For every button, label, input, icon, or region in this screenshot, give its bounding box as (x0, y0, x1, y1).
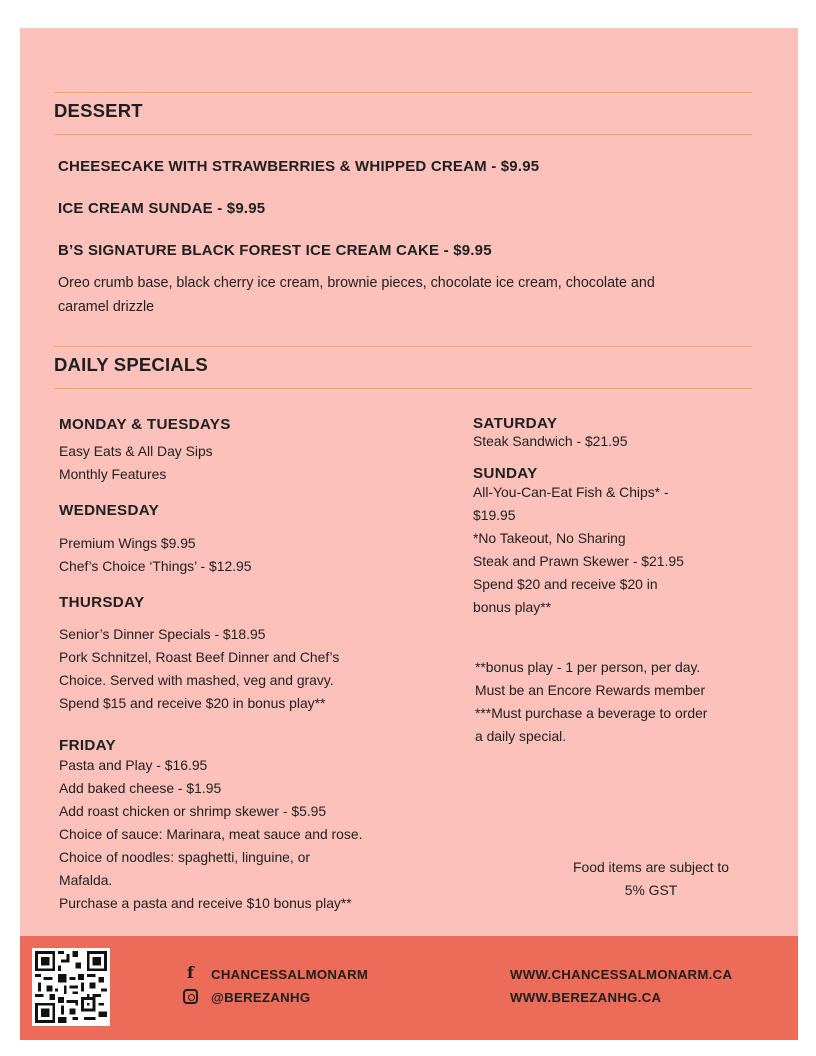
footer-bar (20, 936, 798, 1040)
instagram-handle[interactable]: @BEREZANHG (211, 990, 311, 1005)
dessert-item-title: CHEESECAKE WITH STRAWBERRIES & WHIPPED CREAM - $9.95 (58, 158, 540, 175)
special-line: Premium Wings $9.95 (59, 535, 196, 551)
special-line: $19.95 (473, 507, 516, 523)
dessert-item-description (58, 271, 758, 319)
special-line: Easy Eats & All Day Sips (59, 443, 213, 459)
instagram-icon[interactable] (183, 989, 198, 1004)
special-line: Add roast chicken or shrimp skewer - $5.95 (59, 803, 327, 819)
note-line: a daily special. (475, 728, 567, 744)
saturday-lines (473, 430, 627, 453)
special-line: Choice of sauce: Marinara, meat sauce and rose. (59, 826, 363, 842)
special-line: Purchase a pasta and receive $10 bonus play** (59, 895, 352, 911)
special-line: Monthly Features (59, 466, 167, 482)
special-line: Spend $15 and receive $20 in bonus play** (59, 695, 326, 711)
special-line: Senior’s Dinner Specials - $18.95 (59, 626, 266, 642)
website-link-berezan[interactable]: WWW.BEREZANHG.CA (510, 990, 662, 1005)
special-line: Choice. Served with mashed, veg and gravy. (59, 672, 334, 688)
note-line: Must be an Encore Rewards member (475, 682, 706, 698)
divider (54, 92, 752, 93)
special-line: Choice of noodles: spaghetti, linguine, or (59, 849, 310, 865)
website-link-chances[interactable]: WWW.CHANCESSALMONARM.CA (510, 967, 733, 982)
friday-lines (59, 754, 362, 915)
description-line: caramel drizzle (58, 299, 155, 315)
divider (54, 346, 752, 347)
special-line: Pasta and Play - $16.95 (59, 757, 208, 773)
gst-line: 5% GST (624, 882, 678, 898)
note-line: ***Must purchase a beverage to order (475, 705, 708, 721)
dessert-item-title: ICE CREAM SUNDAE - $9.95 (58, 200, 266, 217)
sunday-title: SUNDAY (473, 465, 538, 482)
special-line: Add baked cheese - $1.95 (59, 780, 222, 796)
facebook-handle[interactable]: CHANCESSALMONARM (211, 967, 369, 982)
dessert-heading: DESSERT (54, 100, 143, 121)
note-line: **bonus play - 1 per person, per day. (475, 659, 701, 675)
monday-tuesday-lines (59, 440, 213, 486)
qr-code[interactable] (32, 948, 110, 1026)
thursday-title: THURSDAY (59, 594, 145, 611)
special-line: Steak and Prawn Skewer - $21.95 (473, 553, 684, 569)
divider (54, 134, 752, 135)
description-line: Oreo crumb base, black cherry ice cream, brownie pieces, chocolate ice cream, chocolate and (58, 275, 655, 291)
special-line: Steak Sandwich - $21.95 (473, 433, 628, 449)
bonus-play-notes (475, 656, 707, 748)
wednesday-lines (59, 532, 252, 578)
wednesday-title: WEDNESDAY (59, 502, 160, 519)
gst-line: Food items are subject to (573, 859, 729, 875)
menu-page (20, 28, 798, 1040)
special-line: Pork Schnitzel, Roast Beef Dinner and Chef’s (59, 649, 340, 665)
saturday-title: SATURDAY (473, 415, 558, 432)
monday-tuesday-title: MONDAY & TUESDAYS (59, 416, 231, 433)
special-line: All-You-Can-Eat Fish & Chips* - (473, 484, 669, 500)
special-line: *No Takeout, No Sharing (473, 530, 626, 546)
special-line: Mafalda. (59, 872, 113, 888)
friday-title: FRIDAY (59, 737, 116, 754)
special-line: Chef’s Choice ‘Things’ - $12.95 (59, 558, 252, 574)
qr-code-icon (35, 951, 107, 1023)
facebook-icon[interactable]: f (187, 963, 194, 982)
gst-note (556, 856, 746, 902)
sunday-lines (473, 481, 684, 619)
thursday-lines (59, 623, 339, 715)
special-line: bonus play** (473, 599, 551, 615)
daily-specials-heading: DAILY SPECIALS (54, 354, 208, 375)
special-line: Spend $20 and receive $20 in (473, 576, 658, 592)
divider (54, 388, 752, 389)
dessert-item-title: B’S SIGNATURE BLACK FOREST ICE CREAM CAKE - $9.95 (58, 242, 492, 259)
